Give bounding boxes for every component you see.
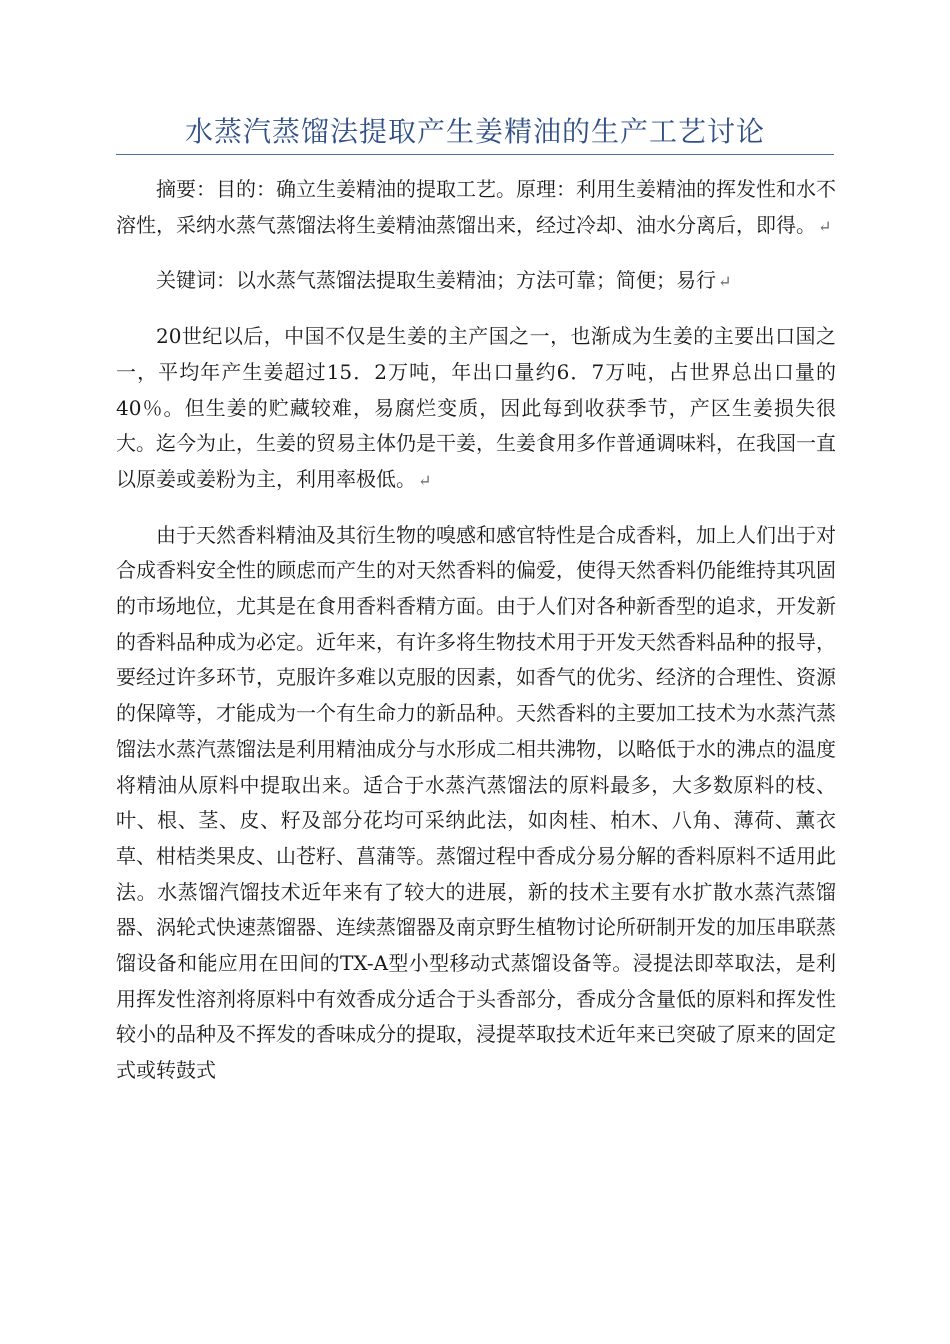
paragraph-text: 关键词：以水蒸气蒸馏法提取生姜精油；方法可靠；简便；易行 (156, 268, 716, 293)
paragraph-mark-icon: ↵ (718, 272, 732, 292)
document-body (116, 172, 836, 1089)
paragraph-text: 20世纪以后，中国不仅是生姜的主产国之一，也渐成为生姜的主要出口国之一，平均年产生姜超过15．2万吨，年出口量约6．7万吨，占世界总出口量的40％。但生姜的贮藏较难，易腐烂变质，因此每到收获季节，产区生姜损失很大。迄今为止，生姜的贸易主体仍是干姜，生姜食用多作普通调味料，在我国一直以原姜或姜粉为主，利用率极低。 (116, 324, 836, 491)
paragraph-text: 摘要：目的：确立生姜精油的提取工艺。原理：利用生姜精油的挥发性和水不溶性，采纳水蒸气蒸馏法将生姜精油蒸馏出来，经过冷却、油水分离后，即得。 (116, 177, 836, 237)
keywords-paragraph (116, 263, 836, 300)
title-underline (116, 154, 834, 155)
body-paragraph-2 (116, 518, 836, 1089)
paragraph-text: 由于天然香料精油及其衍生物的嗅感和感官特性是合成香料，加上人们出于对合成香料安全性的顾虑而产生的对天然香料的偏爱，使得天然香料仍能维持其巩固的市场地位，尤其是在食用香料香精方面。由于人们对各种新香型的追求，开发新的香料品种成为必定。近年来，有许多将生物技术用于开发天然香料品种的报导，要经过许多环节，克服许多难以克服的因素，如香气的优劣、经济的合理性、资源的保障等，才能成为一个有生命力的新品种。天然香料的主要加工技术为水蒸汽蒸馏法水蒸汽蒸馏法是利用精油成分与水形成二相共沸物，以略低于水的沸点的温度将精油从原料中提取出来。适合于水蒸汽蒸馏法的原料最多，大多数原料的枝、叶、根、茎、皮、籽及部分花均可采纳此法，如肉桂、柏木、八角、薄荷、薰衣草、柑桔类果皮、山苍籽、菖蒲等。蒸馏过程中香成分易分解的香料原料不适用此法。水蒸馏汽馏技术近年来有了较大的进展，新的技术主要有水扩散水蒸汽蒸馏器、涡轮式快速蒸馏器、连续蒸馏器及南京野生植物讨论所研制开发的加压串联蒸馏设备和能应用在田间的TX-A型小型移动式蒸馏设备等。浸提法即萃取法，是利用挥发性溶剂将原料中有效香成分适合于头香部分，香成分含量低的原料和挥发性较小的品种及不挥发的香味成分的提取，浸提萃取技术近年来已突破了原来的固定式或转鼓式 (116, 522, 836, 1083)
body-paragraph-1 (116, 319, 836, 499)
abstract-paragraph (116, 172, 836, 244)
document-title: 水蒸汽蒸馏法提取产生姜精油的生产工艺讨论 (184, 115, 765, 148)
paragraph-mark-icon: ↵ (818, 216, 832, 236)
paragraph-mark-icon: ↵ (418, 470, 432, 490)
